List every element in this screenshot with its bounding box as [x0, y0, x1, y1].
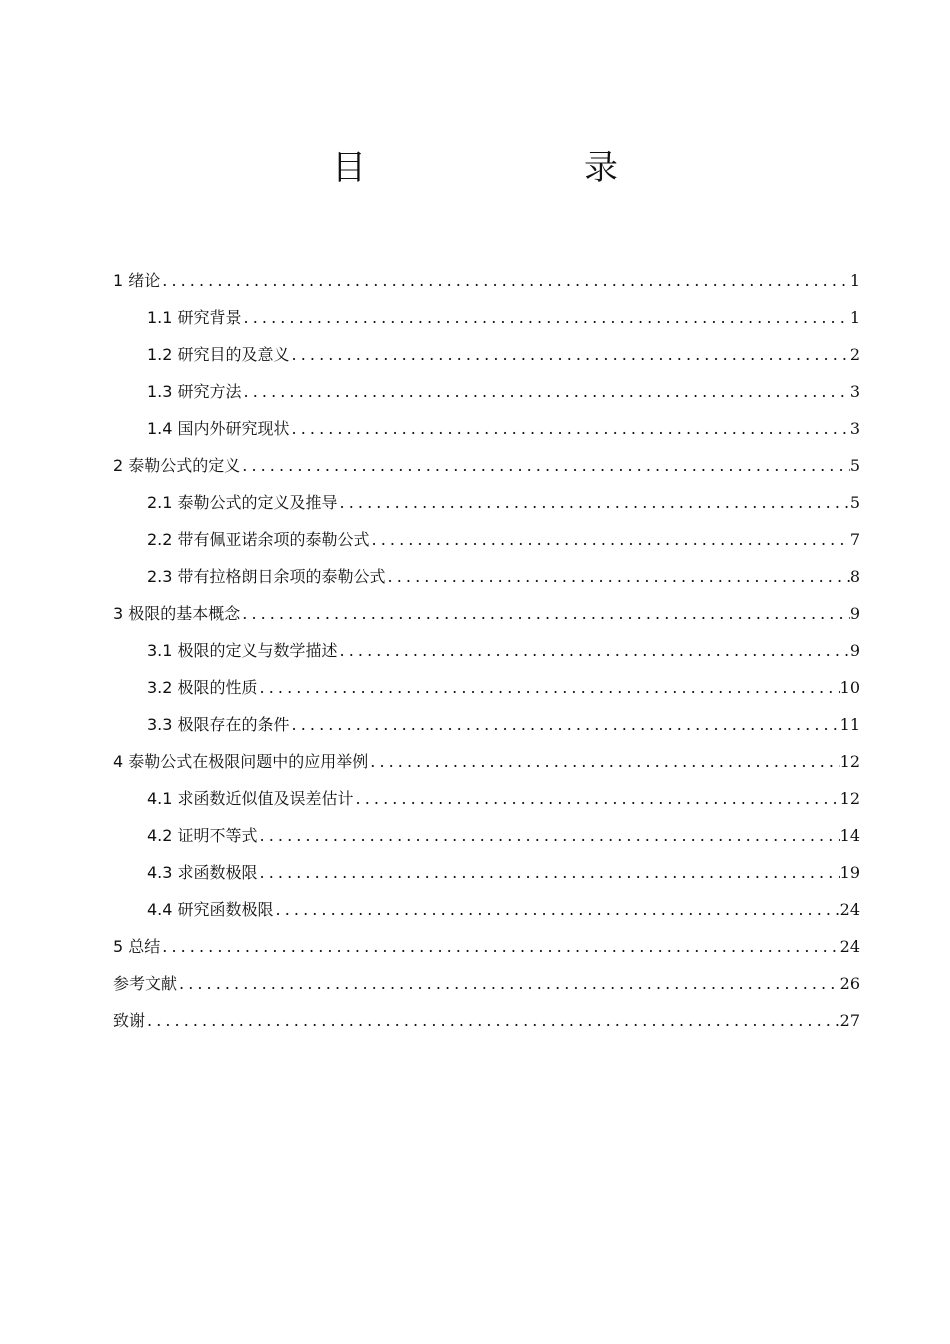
toc-dot-leader	[290, 336, 850, 373]
toc-entry[interactable]	[113, 299, 860, 336]
toc-dot-leader	[368, 743, 839, 780]
toc-entry-page-number: 12	[839, 752, 860, 771]
toc-entry[interactable]	[113, 484, 860, 521]
toc-entry-label: 4.4 研究函数极限	[147, 900, 274, 919]
toc-entry-label: 致谢	[113, 1011, 146, 1030]
toc-entry-label: 4.1 求函数近似值及误差估计	[147, 789, 354, 808]
toc-dot-leader	[242, 299, 850, 336]
toc-entry-page-number: 24	[839, 900, 860, 919]
toc-entry[interactable]	[113, 447, 860, 484]
toc-entry-page-number: 27	[839, 1011, 860, 1030]
toc-entry[interactable]	[113, 928, 860, 965]
toc-dot-leader	[258, 817, 840, 854]
toc-entry[interactable]	[113, 595, 860, 632]
toc-dot-leader	[258, 854, 840, 891]
toc-entry-label: 参考文献	[113, 974, 178, 993]
toc-entry[interactable]	[113, 854, 860, 891]
toc-entry-label: 4 泰勒公式在极限问题中的应用举例	[113, 752, 369, 771]
toc-entry-page-number: 19	[839, 863, 860, 882]
toc-entry[interactable]	[113, 706, 860, 743]
toc-entry[interactable]	[113, 817, 860, 854]
toc-dot-leader	[290, 706, 840, 743]
toc-entry-page-number: 8	[849, 567, 860, 586]
toc-dot-leader	[160, 262, 850, 299]
page-title: 目 录	[332, 148, 668, 188]
toc-entry[interactable]	[113, 336, 860, 373]
toc-dot-leader	[386, 558, 850, 595]
toc-entry-page-number: 1	[849, 308, 860, 327]
toc-entry[interactable]	[113, 410, 860, 447]
toc-entry-page-number: 14	[839, 826, 860, 845]
toc-entry-label: 1 绪论	[113, 271, 161, 290]
toc-dot-leader	[242, 373, 850, 410]
toc-dot-leader	[160, 928, 839, 965]
toc-entry[interactable]	[113, 891, 860, 928]
toc-dot-leader	[354, 780, 840, 817]
toc-entry-label: 2.2 带有佩亚诺余项的泰勒公式	[147, 530, 370, 549]
toc-entry-page-number: 2	[849, 345, 860, 364]
toc-entry-page-number: 1	[849, 271, 860, 290]
toc-entry[interactable]	[113, 632, 860, 669]
toc-entry[interactable]	[113, 262, 860, 299]
toc-entry-page-number: 24	[839, 937, 860, 956]
toc-entry-label: 1.3 研究方法	[147, 382, 242, 401]
toc-entry-page-number: 3	[849, 419, 860, 438]
toc-entry-page-number: 5	[849, 456, 860, 475]
toc-entry-label: 4.2 证明不等式	[147, 826, 258, 845]
toc-entry-page-number: 11	[839, 715, 860, 734]
toc-dot-leader	[258, 669, 840, 706]
toc-entry-label: 1.1 研究背景	[147, 308, 242, 327]
toc-entry-page-number: 9	[849, 604, 860, 623]
toc-entry[interactable]	[113, 743, 860, 780]
toc-dot-leader	[177, 965, 840, 1002]
toc-entry[interactable]	[113, 669, 860, 706]
table-of-contents	[113, 262, 860, 1039]
toc-dot-leader	[145, 1002, 840, 1039]
toc-entry-page-number: 5	[849, 493, 860, 512]
toc-entry-page-number: 26	[839, 974, 860, 993]
toc-dot-leader	[338, 484, 850, 521]
toc-entry-page-number: 9	[849, 641, 860, 660]
toc-entry-label: 3.1 极限的定义与数学描述	[147, 641, 338, 660]
toc-dot-leader	[240, 595, 850, 632]
toc-entry-page-number: 12	[839, 789, 860, 808]
toc-entry[interactable]	[113, 780, 860, 817]
toc-entry[interactable]	[113, 373, 860, 410]
toc-entry-label: 2.1 泰勒公式的定义及推导	[147, 493, 338, 512]
toc-entry[interactable]	[113, 1002, 860, 1039]
toc-entry-label: 3 极限的基本概念	[113, 604, 241, 623]
toc-entry[interactable]	[113, 558, 860, 595]
toc-entry-label: 3.3 极限存在的条件	[147, 715, 290, 734]
toc-entry[interactable]	[113, 521, 860, 558]
toc-entry-label: 2 泰勒公式的定义	[113, 456, 241, 475]
toc-entry-label: 1.2 研究目的及意义	[147, 345, 290, 364]
toc-entry-label: 4.3 求函数极限	[147, 863, 258, 882]
toc-dot-leader	[370, 521, 850, 558]
toc-entry[interactable]	[113, 965, 860, 1002]
toc-dot-leader	[274, 891, 840, 928]
toc-entry-label: 1.4 国内外研究现状	[147, 419, 290, 438]
toc-entry-page-number: 7	[849, 530, 860, 549]
toc-entry-label: 3.2 极限的性质	[147, 678, 258, 697]
toc-dot-leader	[338, 632, 850, 669]
toc-entry-label: 2.3 带有拉格朗日余项的泰勒公式	[147, 567, 386, 586]
toc-entry-page-number: 10	[839, 678, 860, 697]
toc-dot-leader	[290, 410, 850, 447]
toc-entry-label: 5 总结	[113, 937, 161, 956]
toc-dot-leader	[240, 447, 850, 484]
toc-entry-page-number: 3	[849, 382, 860, 401]
